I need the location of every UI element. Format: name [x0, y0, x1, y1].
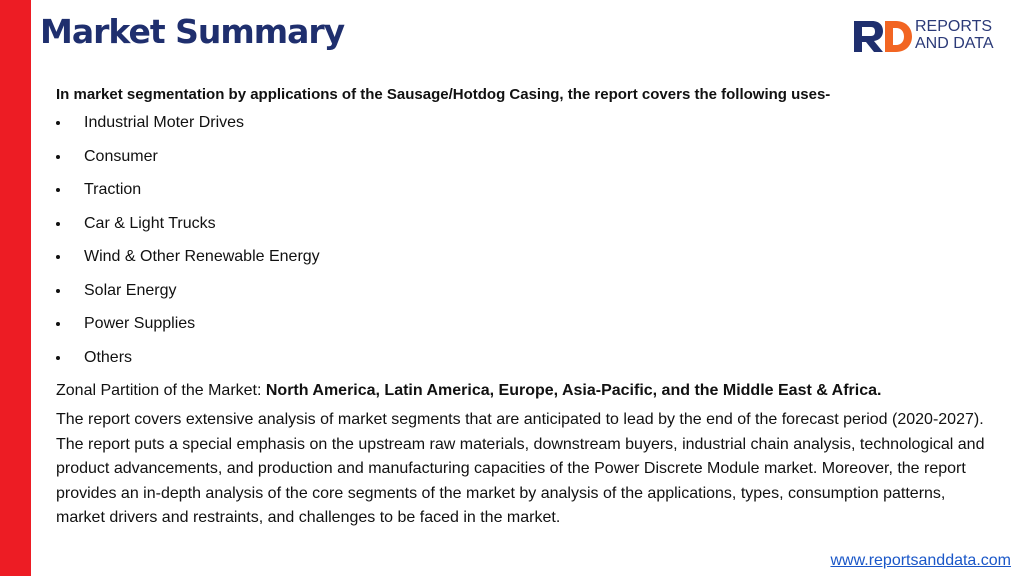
list-item [56, 246, 996, 280]
bullet-dot-icon [56, 121, 60, 125]
list-item [56, 280, 996, 314]
logo-text [915, 18, 994, 52]
list-item [56, 179, 996, 213]
bullet-dot-icon [56, 289, 60, 293]
intro-text: In market segmentation by applications of the Sausage/Hotdog Casing, the report covers the following uses- [56, 86, 831, 103]
rd-logo-mark-icon [852, 18, 914, 54]
list-item [56, 313, 996, 347]
list-item-label: Traction [84, 181, 142, 198]
list-item-label: Others [84, 348, 133, 366]
list-item [56, 112, 996, 146]
bullet-dot-icon [56, 188, 60, 192]
logo-text-line2: AND DATA [915, 35, 994, 52]
bullet-dot-icon [56, 356, 60, 360]
list-item [56, 213, 996, 247]
list-item-label: Industrial Moter Drives [84, 114, 245, 131]
reports-and-data-logo [852, 18, 1012, 58]
list-item-label: Solar Energy [84, 281, 177, 299]
main-content [56, 86, 996, 531]
list-item-label: Consumer [84, 147, 158, 165]
page-title: Market Summary [40, 12, 345, 51]
left-accent-bar [0, 0, 31, 576]
list-item [56, 347, 996, 381]
bullet-dot-icon [56, 155, 60, 159]
applications-list [56, 112, 996, 380]
zonal-regions: North America, Latin America, Europe, Asia-Pacific, and the Middle East & Africa. [265, 382, 882, 399]
list-item-label: Wind & Other Renewable Energy [84, 248, 320, 265]
bullet-dot-icon [56, 255, 60, 259]
zonal-label: Zonal Partition of the Market: [56, 382, 266, 399]
report-description: The report covers extensive analysis of market segments that are anticipated to lead by the end of the forecast period (2020-2027). The report puts a special emphasis on the upstream raw materials, downstream buyers, industrial chain analysis, technological and product advancements, and production and manufacturing capacities of the Power Discrete Module market. Moreover, the report provides an in-depth analysis of the core segments of the market by analysis of the applications, types, consumption patterns, market drivers and restraints, and challenges to be faced in the market. [56, 411, 985, 526]
logo-text-line1: REPORTS [915, 18, 993, 35]
zonal-partition [56, 380, 996, 402]
bullet-dot-icon [56, 222, 60, 226]
list-item-label: Car & Light Trucks [84, 214, 216, 232]
list-item-label: Power Supplies [84, 315, 196, 332]
bullet-dot-icon [56, 322, 60, 326]
list-item [56, 146, 996, 180]
website-link[interactable]: www.reportsanddata.com [830, 552, 1011, 569]
